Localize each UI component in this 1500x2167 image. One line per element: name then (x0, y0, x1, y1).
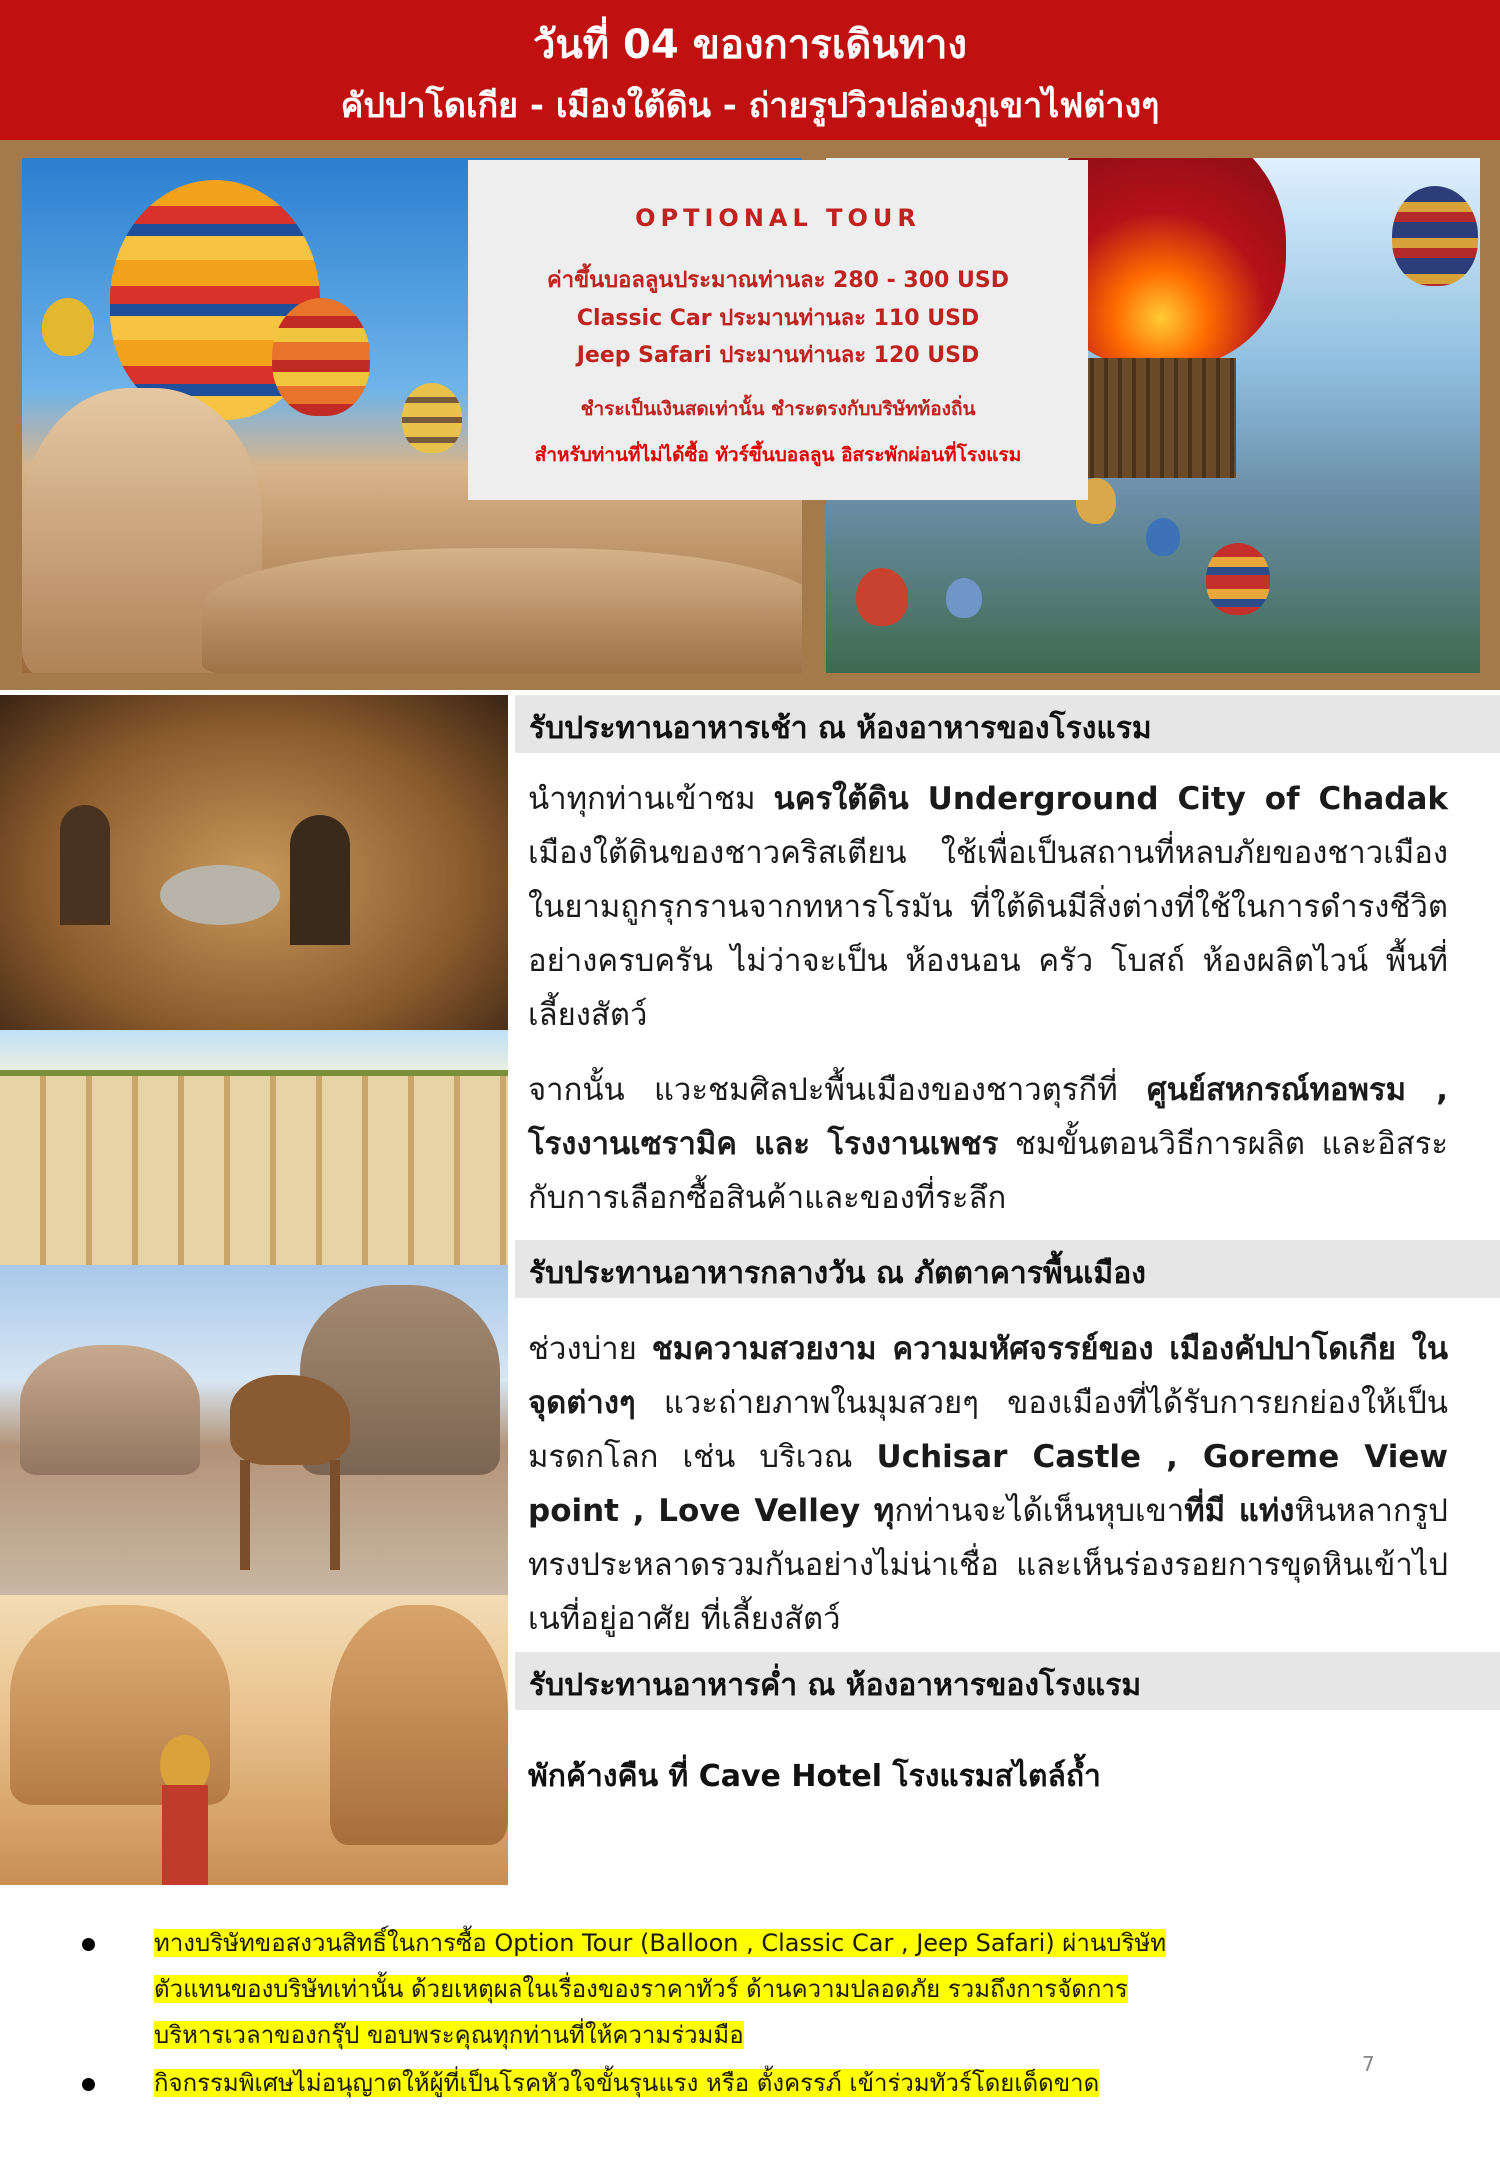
bullet-icon (82, 2078, 95, 2091)
p3-highlight: ชมความสวยงาม ความมหัศจรรย์ของ เมืองคัปปาโดเกีย ในจุดต่างๆ (528, 1331, 1449, 1421)
classic-car-price: Classic Car ประมานท่านละ 110 USD (576, 306, 980, 331)
day-title: วันที่ 04 ของการเดินทาง (532, 22, 968, 68)
note1-line3: บริหารเวลาของกรุ๊ป ขอบพระคุณทุกท่านที่ให้ความร่วมมือ (154, 2021, 744, 2049)
p3-body2: กท่านจะได้เห็นหุบเขา (894, 1493, 1185, 1529)
no-balloon-note: สำหรับท่านที่ไม่ได้ซื้อ ทัวร์ขึ้นบอลลูน อิสระพักผ่อนที่โรงแรม (534, 444, 1022, 466)
payment-note: ชำระเป็นเงินสดเท่านั้น ชำระตรงกับบริษัทท้องถิ่น (580, 398, 976, 420)
day-header (0, 0, 1500, 140)
traveler-valley-photo (0, 1595, 508, 1885)
hero-banner (0, 140, 1500, 690)
cappadocia-paragraph (528, 1322, 1448, 1646)
p1-body: เมืองใต้ดินของชาวคริสเตียน ใช้เพื่อเป็นสถานที่หลบภัยของชาวเมืองในยามถูกรุกรานจากทหารโรมัน ที่ใต้ดินมีสิ่งต่างที่ใช้ในการดำรงชีวิตอย่างครบครัน ไม่ว่าจะเป็น ห้องนอน ครัว โบสถ์ ห้องผลิตไวน์ พื้นที่เลี้ยงสัตว์ (528, 835, 1448, 1033)
p2-highlight: ศูนย์สหกรณ์ทอพรม , โรงงานเซรามิค และ โรงงานเพชร (528, 1072, 1448, 1162)
p3-intro: ช่วงบ่าย (528, 1331, 652, 1367)
p1-intro: นำทุกท่านเข้าชม (528, 781, 774, 817)
optional-tour-title: OPTIONAL TOUR (635, 204, 921, 232)
notes-list (70, 1920, 1360, 2108)
jeep-safari-price: Jeep Safari ประมานท่านละ 120 USD (576, 343, 980, 368)
p1-highlight: นครใต้ดิน Underground City of Chadak (773, 781, 1449, 817)
note1-line1: ทางบริษัทขอสงวนสิทธิ์ในการซื้อ Option Tour (Balloon , Classic Car , Jeep Safari) ผ่านบริษัท (154, 1929, 1167, 1957)
bullet-icon (82, 1938, 95, 1951)
lunch-label: รับประทานอาหารกลางวัน ณ ภัตตาคารพื้นเมือง (529, 1256, 1146, 1291)
underground-city-diagram (0, 1030, 508, 1265)
p3-body: แวะถ่ายภาพในมุมสวยๆ ของเมืองที่ได้รับการยกย่องให้เป็นมรดกโลก เช่น บริเวณ (528, 1385, 1448, 1475)
lunch-band (515, 1240, 1500, 1298)
page-number: 7 (1362, 2052, 1375, 2076)
p3-body3: หินหลากรูปทรงประหลาดรวมกันอย่างไม่น่าเชื่อ และเห็นร่องรอยการขุดหินเข้าไปเนที่อยู่อาศัย ที่เลี้ยงสัตว์ (528, 1493, 1448, 1637)
hotel-stay: พักค้างคืน ที่ Cave Hotel โรงแรมสไตล์ถ้ำ (528, 1759, 1101, 1794)
note2-text: กิจกรรมพิเศษไม่อนุญาตให้ผู้ที่เป็นโรคหัวใจขั้นรุนแรง หรือ ตั้งครรภ์ เข้าร่วมทัวร์โดยเด็ดขาด (154, 2069, 1100, 2097)
balloon-price: ค่าขึ้นบอลลูนประมาณท่านละ 280 - 300 USD (547, 268, 1009, 293)
p2-intro: จากนั้น แวะชมศิลปะพื้นเมืองของชาวตุรกีที่ (528, 1072, 1147, 1108)
craft-center-paragraph (528, 1063, 1448, 1225)
dinner-band (515, 1652, 1500, 1710)
p2-body: ชมขั้นตอนวิธีการผลิต และอิสระกับการเลือกซื้อสินค้าและของที่ระลึก (528, 1126, 1448, 1216)
underground-city-paragraph (528, 772, 1448, 1042)
day-subtitle: คัปปาโดเกีย - เมืองใต้ดิน - ถ่ายรูปวิวปล่องภูเขาไฟต่างๆ (340, 86, 1160, 126)
breakfast-label: รับประทานอาหารเช้า ณ ห้องอาหารของโรงแรม (529, 711, 1152, 746)
note-item-health (70, 2060, 1360, 2106)
underground-city-photo (0, 695, 508, 1030)
optional-tour-box (468, 160, 1088, 500)
photo-column (0, 695, 508, 1885)
dinner-label: รับประทานอาหารค่ำ ณ ห้องอาหารของโรงแรม (529, 1668, 1142, 1703)
p3-places: Uchisar Castle , Goreme View point , Love Velley ทุ (528, 1439, 1448, 1529)
camel-cappadocia-photo (0, 1265, 508, 1595)
breakfast-band (515, 695, 1500, 753)
p3-highlight2: ที่มี แท่ง (1184, 1493, 1295, 1529)
note1-line2: ตัวแทนของบริษัทเท่านั้น ด้วยเหตุผลในเรื่องของราคาทัวร์ ด้านความปลอดภัย รวมถึงการจัดการ (154, 1975, 1128, 2003)
note-item-option-tour (70, 1920, 1360, 2058)
